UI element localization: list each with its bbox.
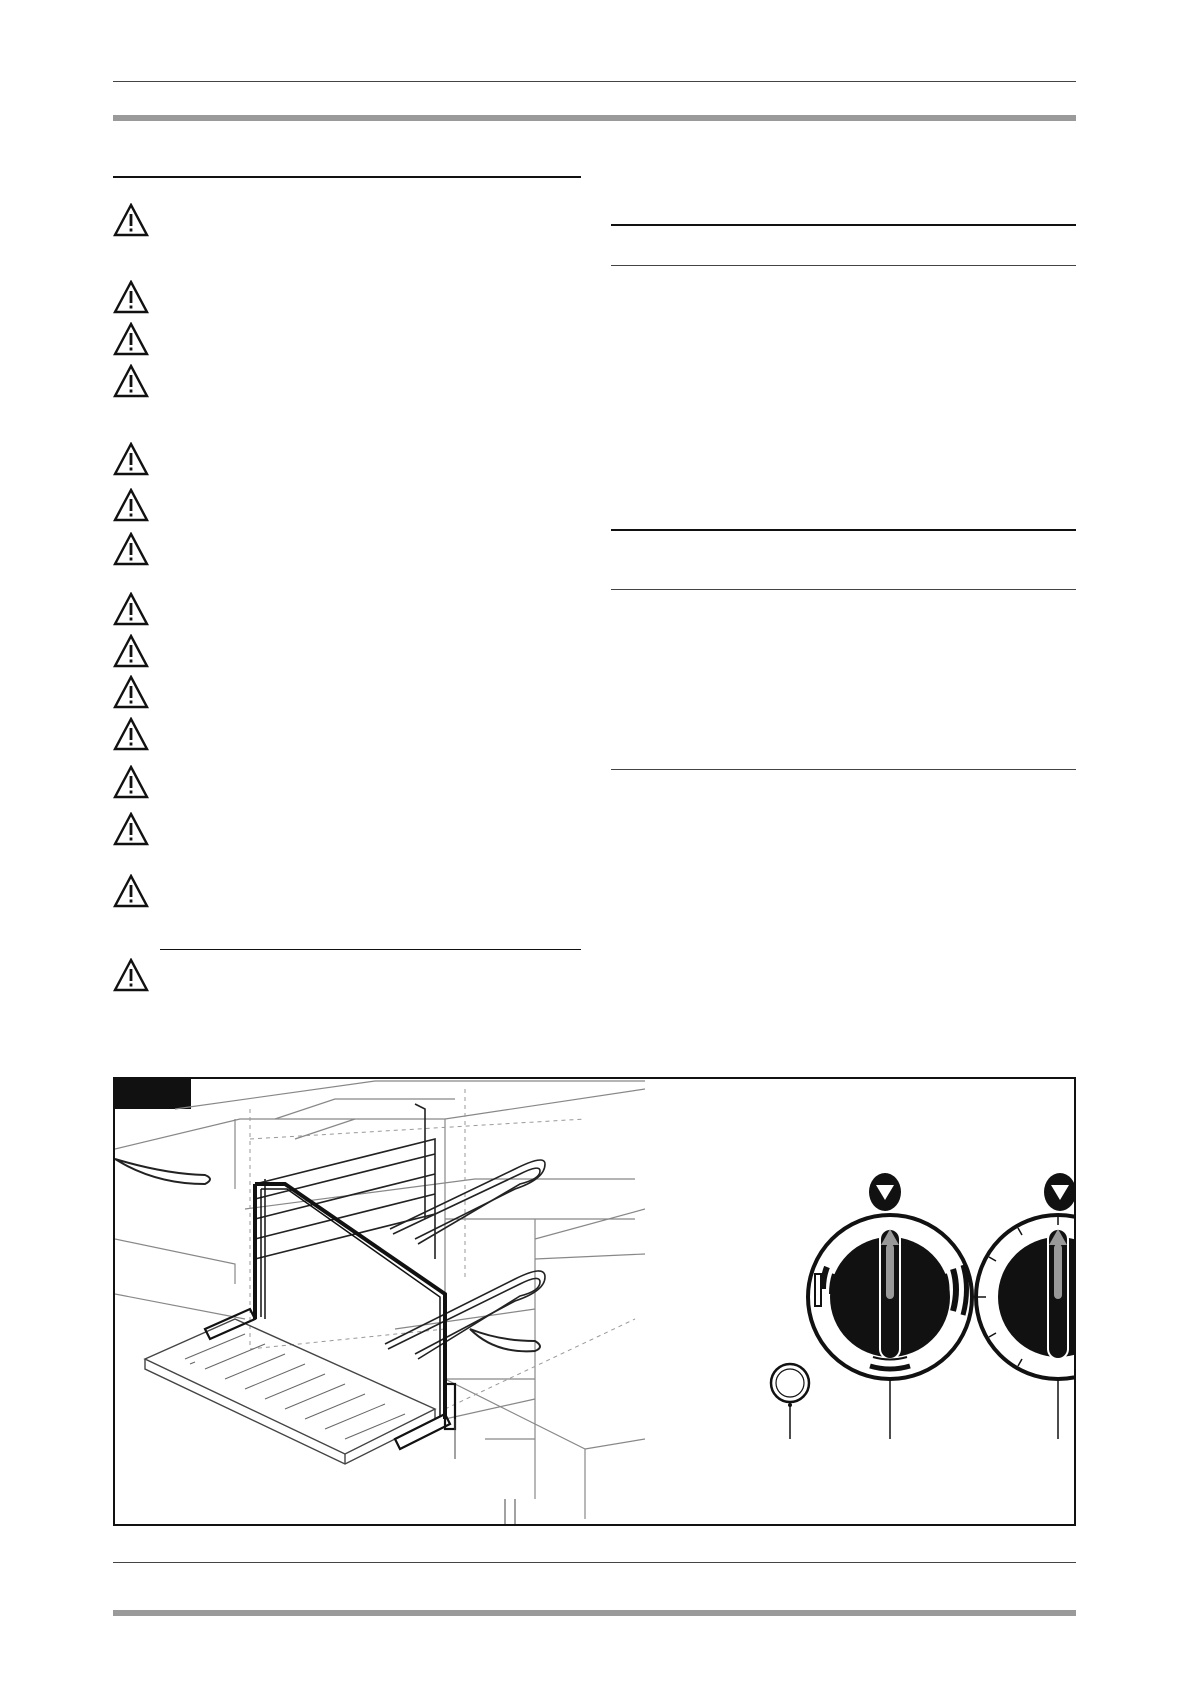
warning-icon [113,592,149,626]
indicator-lamp-icon [771,1364,809,1439]
right-section-rule-4 [611,589,1076,590]
warning-icon [113,488,149,522]
warning-icon [113,364,149,398]
right-section-rule-1 [611,224,1076,226]
footer-grey-band [113,1610,1076,1616]
warning-icon [113,532,149,566]
warning-icon [113,675,149,709]
warning-icon [113,203,149,237]
warning-icon [113,812,149,846]
warning-icon [113,442,149,476]
right-section-rule-5 [611,769,1076,770]
oven-shelf-illustration [115,1079,645,1524]
left-control-knob [808,1215,972,1439]
left-subsection-rule [160,949,581,950]
footer-rule [113,1562,1076,1563]
triangle-down-icon [869,1173,901,1211]
warning-icon [113,958,149,992]
header-grey-band [113,115,1076,121]
warning-icon [113,765,149,799]
warning-icon [113,717,149,751]
right-control-knob [976,1215,1075,1439]
right-section-rule-3 [611,529,1076,531]
control-panel-illustration [635,1079,1075,1524]
left-section-rule [113,176,581,178]
right-section-rule-2 [611,265,1076,266]
illustration-figure [113,1077,1076,1526]
header-top-rule [113,81,1076,82]
warning-icon [113,322,149,356]
triangle-down-icon [1044,1173,1075,1211]
warning-icon [113,280,149,314]
warning-icon [113,634,149,668]
warning-icon [113,874,149,908]
